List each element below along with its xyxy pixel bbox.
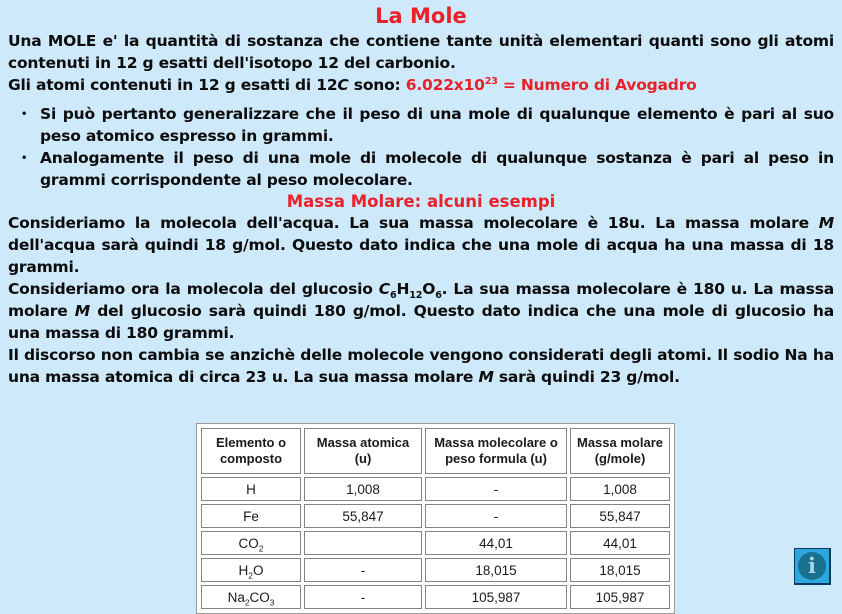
table-header-row — [201, 428, 670, 474]
table-cell: 44,01 — [425, 531, 567, 555]
slide — [0, 3, 842, 608]
table-header-cell: Massa atomica (u) — [304, 428, 422, 474]
table-row — [201, 504, 670, 528]
table-cell — [304, 531, 422, 555]
table-row — [201, 585, 670, 609]
table-cell: - — [304, 585, 422, 609]
table-cell: - — [304, 558, 422, 582]
table-cell: $CO_2$ — [201, 531, 301, 555]
table-cell: 18,015 — [570, 558, 670, 582]
table-cell: 44,01 — [570, 531, 670, 555]
table-header-cell: Massa molare (g/mole) — [570, 428, 670, 474]
table-cell: - — [425, 477, 567, 501]
table-cell: $Na_2CO_3$ — [201, 585, 301, 609]
table-cell: Fe — [201, 504, 301, 528]
table-cell: 1,008 — [570, 477, 670, 501]
info-icon — [798, 552, 826, 580]
table-cell: 1,008 — [304, 477, 422, 501]
table — [198, 425, 673, 612]
bullet-item-element: • Si può pertanto generalizzare che il peso di una mole di qualunque elemento è pari al suo peso atomico espresso in grammi. — [40, 103, 834, 147]
table-cell: 18,015 — [425, 558, 567, 582]
table-cell: 105,987 — [570, 585, 670, 609]
table-header-cell: Massa molecolare o peso formula (u) — [425, 428, 567, 474]
bullet-list — [0, 103, 842, 191]
table-cell: - — [425, 504, 567, 528]
page-title: La Mole — [375, 4, 467, 28]
bullet-item-substance: • Analogamente il peso di una mole di molecole di qualunque sostanza è pari al peso in grammi corrispondente al peso molecolare. — [40, 147, 834, 191]
section-heading: Massa Molare: alcuni esempi — [286, 192, 556, 211]
table-row — [201, 531, 670, 555]
info-button[interactable] — [794, 548, 831, 585]
info-icon-glyph: i — [808, 552, 816, 578]
molar-mass-table — [196, 423, 675, 614]
water-paragraph: Consideriamo la molecola dell'acqua. La sua massa molecolare è 18u. La massa molare M dell'acqua sarà quindi 18 g/mol. Questo dato indica che una mole di acqua ha una massa di 18 grammi. — [8, 214, 834, 276]
table-row — [201, 558, 670, 582]
table-header-cell: Elemento o composto — [201, 428, 301, 474]
table-body — [201, 477, 670, 609]
table-cell: 105,987 — [425, 585, 567, 609]
avogadro-line: Gli atomi contenuti in 12 g esatti di 12C sono: $6.022x10^{23}$ = Numero di Avogadro — [8, 75, 697, 94]
glucose-paragraph: Consideriamo ora la molecola del glucosio $C_6H_{12}O_6$. La sua massa molecolare è 180 u. La massa molare M del glucosio sarà quindi 180 g/mol. Questo dato indica che una mole di glucosio ha una massa di 180 grammi. — [8, 280, 834, 342]
table-cell: $H_2O$ — [201, 558, 301, 582]
sodium-paragraph: Il discorso non cambia se anzichè delle molecole vengono considerati degli atomi. Il sodio Na ha una massa atomica di circa 23 u. La sua massa molare M sarà quindi 23 g/mol. — [8, 346, 834, 386]
table-cell: H — [201, 477, 301, 501]
table-row — [201, 477, 670, 501]
mole-definition-paragraph: Una MOLE e' la quantità di sostanza che contiene tante unità elementari quanti sono gli atomi contenuti in 12 g esatti dell'isotopo 12 del carbonio. — [8, 32, 834, 72]
table-cell: 55,847 — [570, 504, 670, 528]
table-cell: 55,847 — [304, 504, 422, 528]
